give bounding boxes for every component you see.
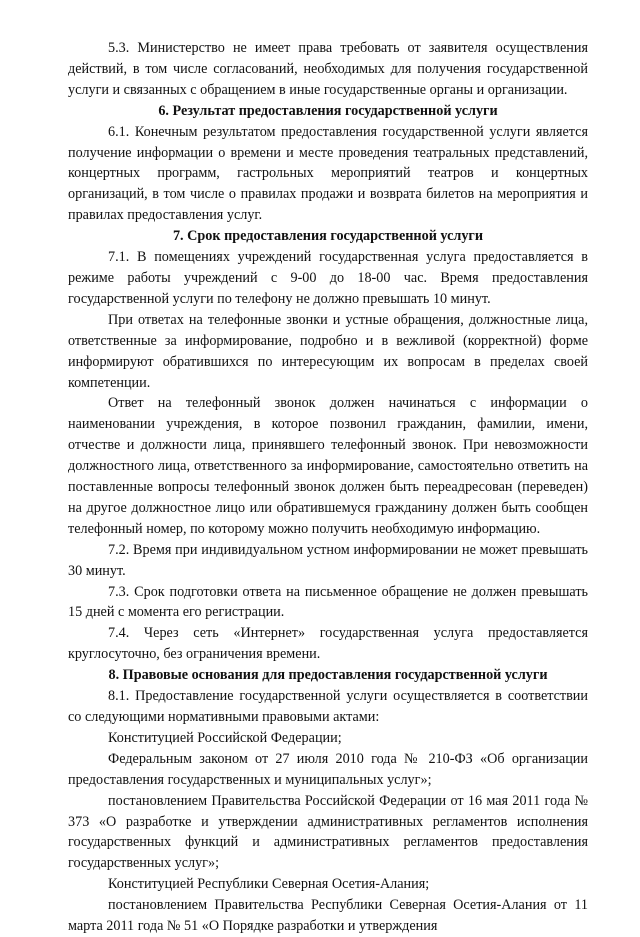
document-page xyxy=(68,38,588,937)
paragraph-7-2: 7.2. Время при индивидуальном устном информировании не может превышать 30 минут. xyxy=(68,541,588,579)
heading-section-8: 8. Правовые основания для предоставления государственной услуги xyxy=(108,667,548,684)
paragraph-7-3: 7.3. Срок подготовки ответа на письменное обращение не должен превышать 15 дней с момента его регистрации. xyxy=(68,583,588,621)
paragraph-7-4: 7.4. Через сеть «Интернет» государственная услуга предоставляется круглосуточно, без ограничения времени. xyxy=(68,625,588,663)
legal-act-rso-decree-51: постановлением Правительства Республики Северная Осетия-Алания от 11 марта 2011 года № 51 «О Порядке разработки и утверждения xyxy=(68,897,588,935)
paragraph-phone-call: Ответ на телефонный звонок должен начинаться с информации о наименовании учреждения, в которое позвонил гражданин, фамилии, имени, отчестве и должности лица, принявшего телефонный звонок. При невозможности должностного лица, ответственного за информирование, самостоятельно ответить на поставленные вопросы телефонный звонок должен быть переадресован (переведен) на другое должностное лицо или обратившемуся гражданину должен быть сообщен телефонный номер, по которому можно получить необходимую информацию. xyxy=(68,395,588,537)
paragraph-phone-answers: При ответах на телефонные звонки и устные обращения, должностные лица, ответственные за информирование, подробно и в вежливой (корректной) форме информируют обратившихся по интересующим их вопросам в пределах своей компетенции. xyxy=(68,311,588,391)
heading-section-6: 6. Результат предоставления государственной услуги xyxy=(158,102,498,119)
paragraph-5-3: 5.3. Министерство не имеет права требовать от заявителя осуществления действий, в том числе согласований, необходимых для получения государственной услуги и связанных с обращением в иные государственные органы и организации. xyxy=(68,40,588,98)
heading-section-7: 7. Срок предоставления государственной услуги xyxy=(172,228,484,245)
paragraph-7-1: 7.1. В помещениях учреждений государственная услуга предоставляется в режиме работы учреждений с 9-00 до 18-00 час. Время предоставления государственной услуги по телефону не должно превышать 10 минут. xyxy=(68,249,588,307)
legal-act-constitution-rf: Конституцией Российской Федерации; xyxy=(108,729,342,746)
paragraph-6-1: 6.1. Конечным результатом предоставления государственной услуги является получение информации о времени и месте проведения театральных представлений, концертных программ, гастрольных мероприятий театров и концертных организаций, в том числе о правилах продажи и возврата билетов на мероприятия и правилах предоставления услуг. xyxy=(68,123,588,224)
legal-act-federal-law-210: Федеральным законом от 27 июля 2010 года № 210-ФЗ «Об организации предоставления государственных и муниципальных услуг»; xyxy=(68,750,588,788)
legal-act-government-decree-373: постановлением Правительства Российской Федерации от 16 мая 2011 года № 373 «О разработке и утверждении административных регламентов исполнения государственных функций и административных регламентов предоставления государственных услуг»; xyxy=(68,792,588,872)
paragraph-8-1: 8.1. Предоставление государственной услуги осуществляется в соответствии со следующими нормативными правовыми актами: xyxy=(68,688,588,725)
legal-act-constitution-rso: Конституцией Республики Северная Осетия-Алания; xyxy=(108,876,430,893)
